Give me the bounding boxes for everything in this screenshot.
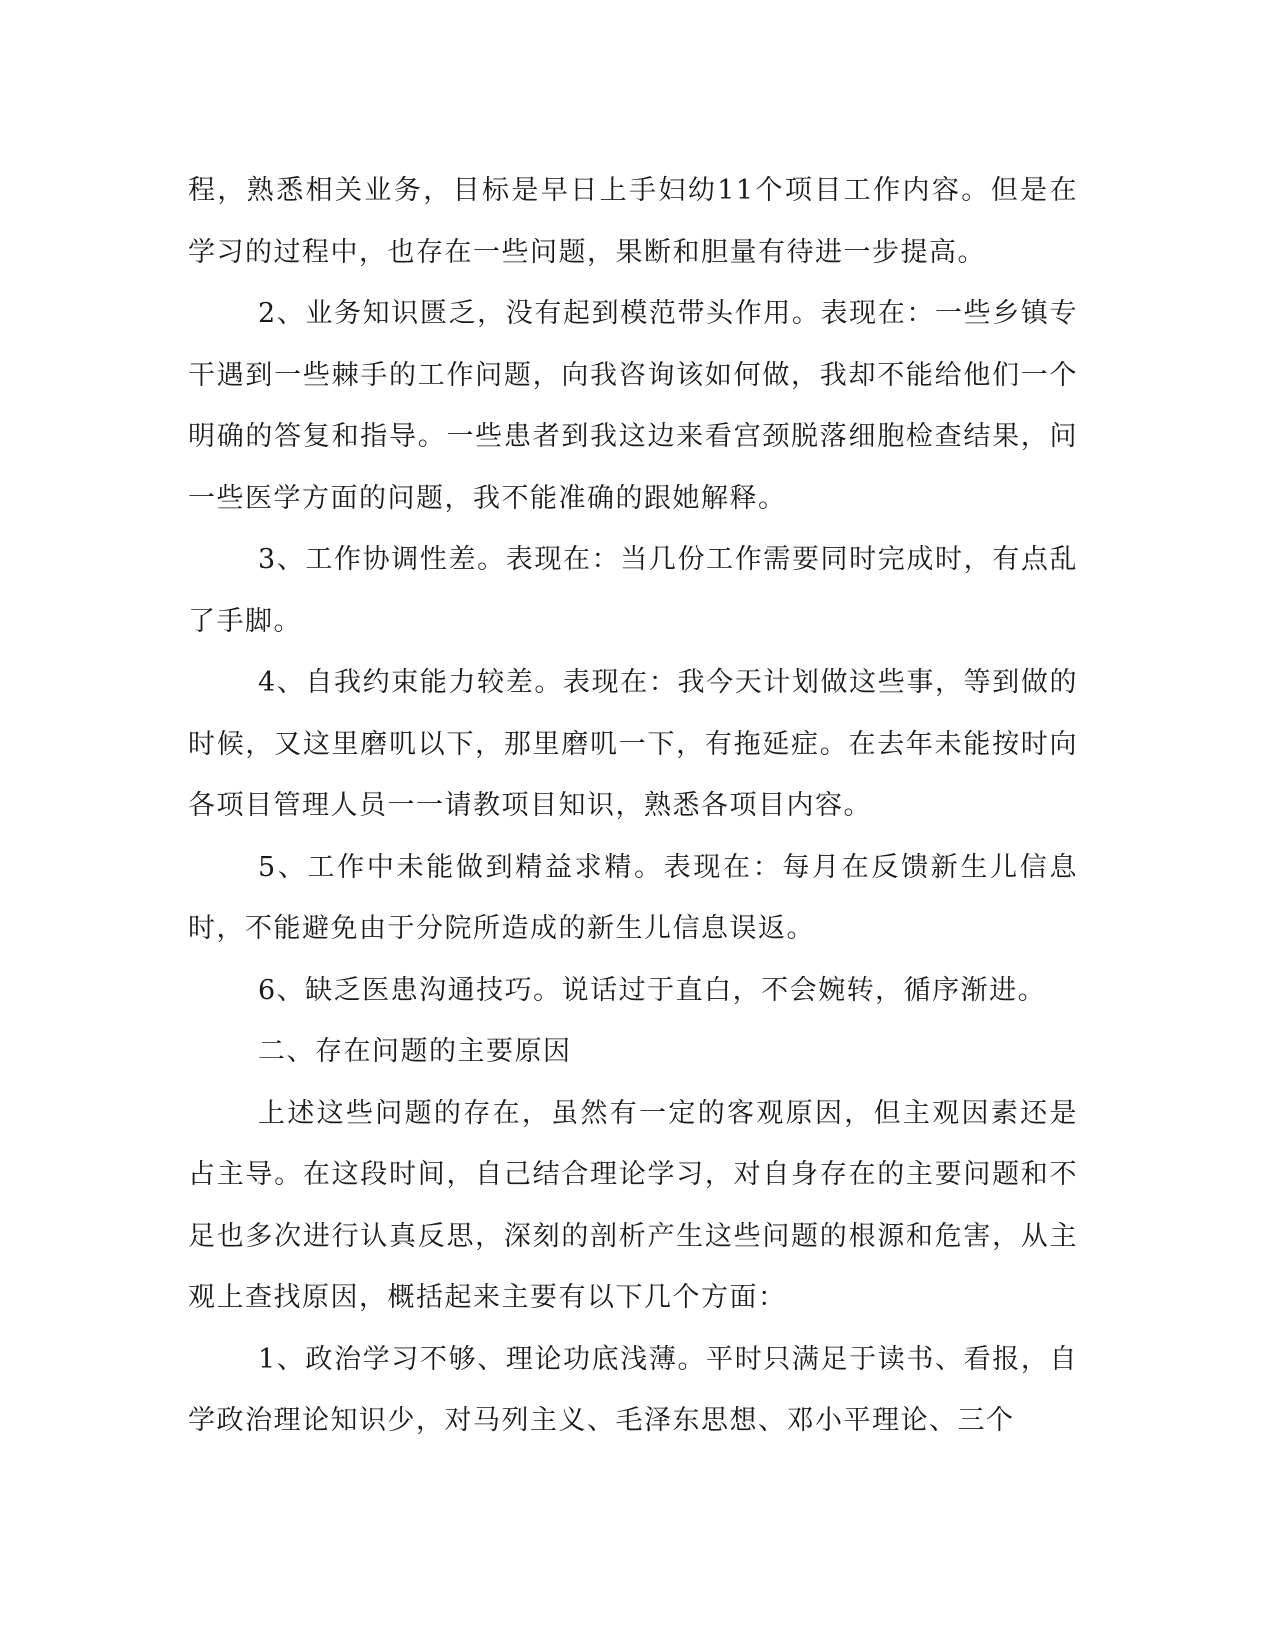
paragraph-item-3: 3、工作协调性差。表现在：当几份工作需要同时完成时，有点乱了手脚。 [188,544,1078,637]
paragraph-item-2: 2、业务知识匮乏，没有起到模范带头作用。表现在：一些乡镇专干遇到一些棘手的工作问题，向我咨询该如何做，我却不能给他们一个明确的答复和指导。一些患者到我这边来看宫颈脱落细胞检查结果，问一些医学方面的问题，我不能准确的跟她解释。 [188,298,1078,514]
section-heading: 二、存在问题的主要原因 [258,1036,572,1067]
paragraph-item-4: 4、自我约束能力较差。表现在：我今天计划做这些事，等到做的时候，又这里磨叽以下，那里磨叽一下，有拖延症。在去年未能按时向各项目管理人员一一请教项目知识，熟悉各项目内容。 [188,667,1078,821]
paragraph-item-5: 5、工作中未能做到精益求精。表现在：每月在反馈新生儿信息时，不能避免由于分院所造成的新生儿信息误返。 [188,851,1078,944]
paragraph-causes-intro: 上述这些问题的存在，虽然有一定的客观原因，但主观因素还是占主导。在这段时间，自己结合理论学习，对自身存在的主要问题和不足也多次进行认真反思，深刻的剖析产生这些问题的根源和危害，从主观上查找原因，概括起来主要有以下几个方面： [188,1097,1078,1313]
paragraph-item-6: 6、缺乏医患沟通技巧。说话过于直白，不会婉转，循序渐进。 [258,974,1047,1006]
document-body [188,160,1078,1452]
paragraph-continuation: 程，熟悉相关业务，目标是早日上手妇幼11个项目工作内容。但是在学习的过程中，也存在一些问题，果断和胆量有待进一步提高。 [188,175,1078,268]
paragraph-cause-1: 1、政治学习不够、理论功底浅薄。平时只满足于读书、看报，自学政治理论知识少，对马列主义、毛泽东思想、邓小平理论、三个 [188,1343,1078,1436]
